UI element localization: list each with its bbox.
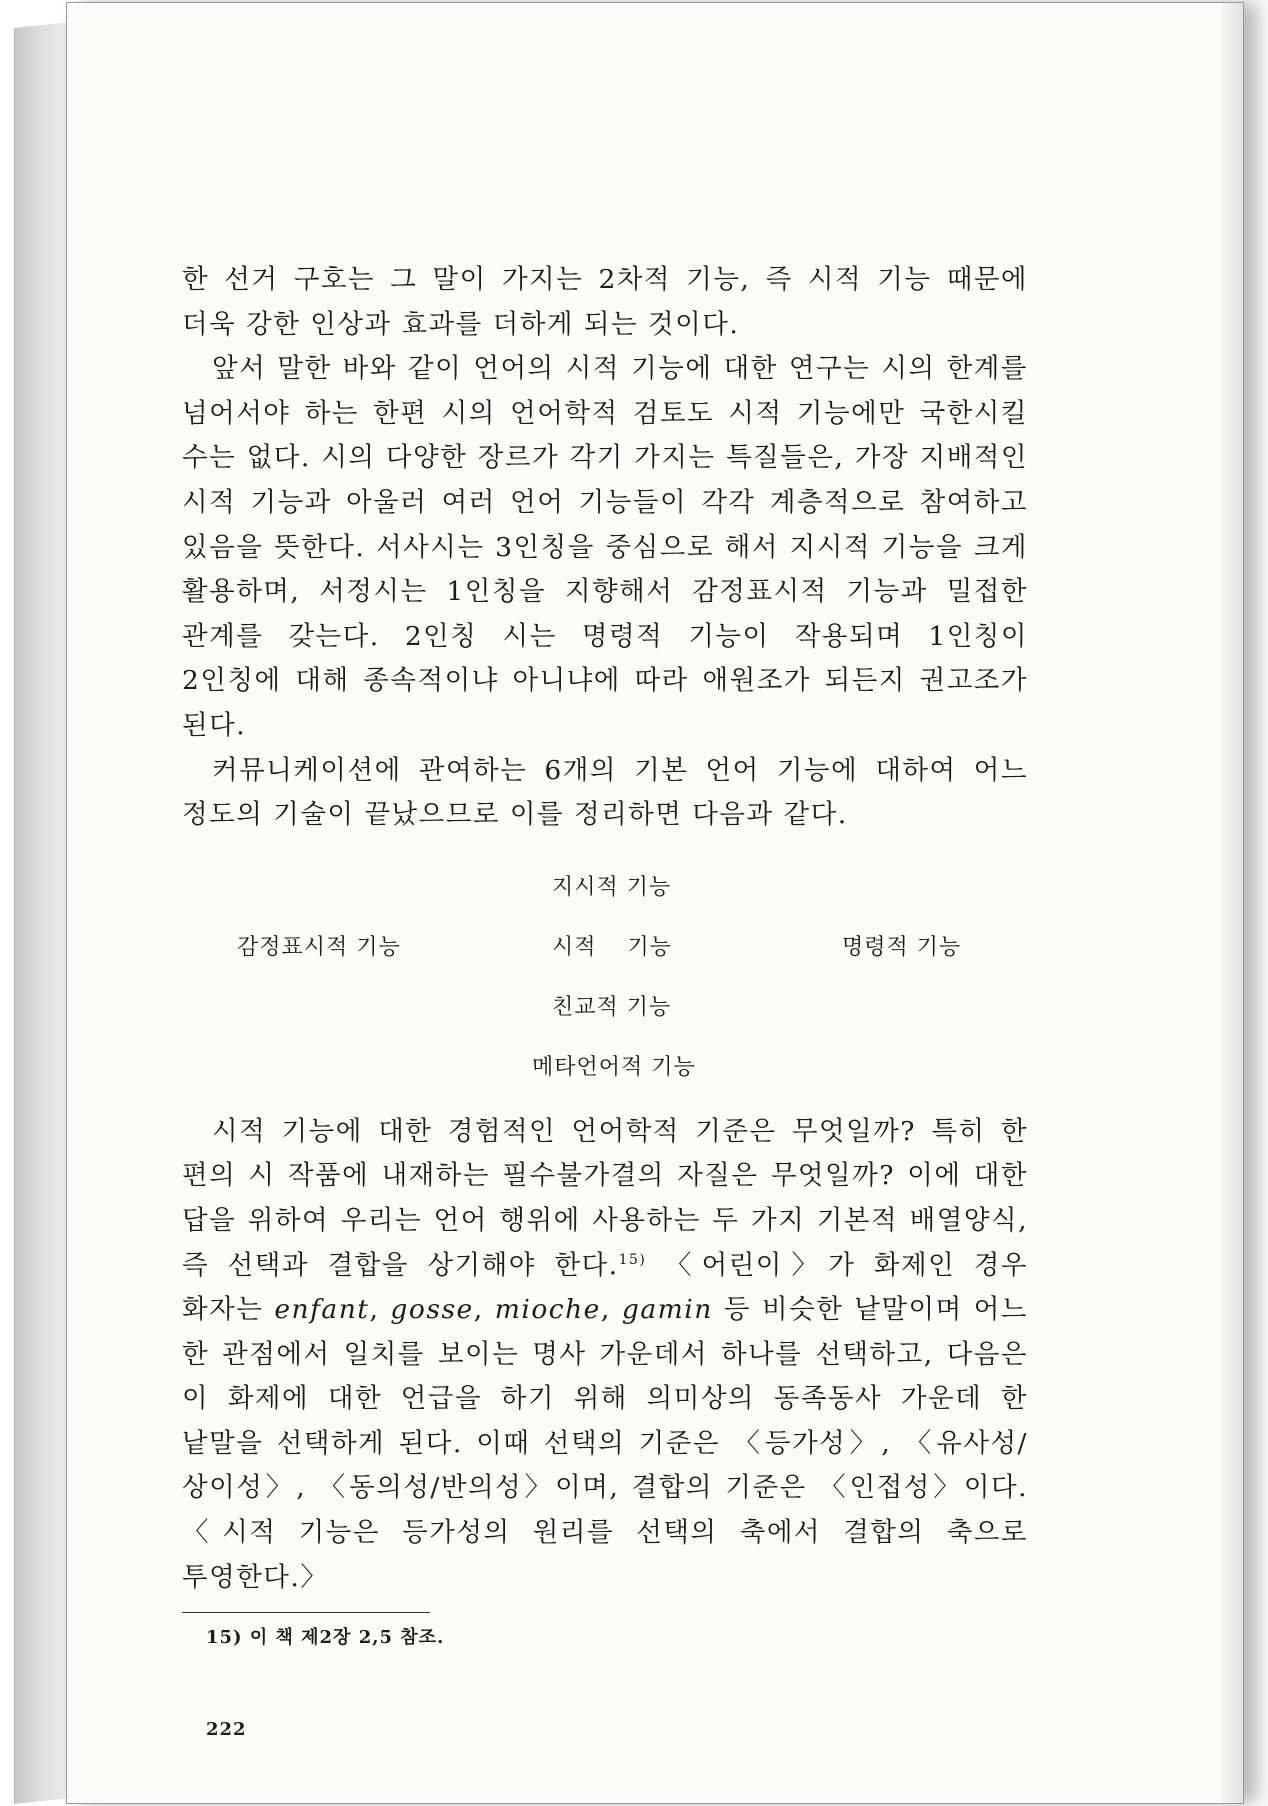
- french-word-mioche: mioche: [494, 1294, 601, 1326]
- referential-function: 지시적 기능: [552, 874, 672, 900]
- french-word-enfant: enfant: [274, 1294, 370, 1326]
- page-content: [182, 258, 1028, 1740]
- phatic-function: 친교적 기능: [552, 994, 672, 1020]
- paragraph-4-part-3: 등 비슷한 낱말이며 어느 한 관점에서 일치를 보이는 명사 가운데서 하나를 선택하고, 다음은 이 화제에 대한 언급을 하기 위해 의미상의 동족동사 가운데 한 낱말을 선택하게 된다. 이때 선택의 기준은 〈등가성〉, 〈유사성/상이성〉, 〈동의성/반의성〉이며, 결합의 기준은 〈인접성〉이다. 〈시적 기능은 등가성의 원리를 선택의 축에서 결합의 축으로 투영한다.〉: [182, 1294, 1028, 1593]
- paragraph-3: 커뮤니케이션에 관여하는 6개의 기본 언어 기능에 대하여 어느 정도의 기술이 끝났으므로 이를 정리하면 다음과 같다.: [182, 754, 1028, 831]
- footnote: 15) 이 책 제2장 2,5 참조.: [206, 1627, 445, 1649]
- french-word-gamin: gamin: [621, 1294, 713, 1326]
- page-number: 222: [206, 1719, 247, 1741]
- poetic-function: 시적 기능: [552, 934, 673, 960]
- paragraph-4: [182, 1110, 1028, 1601]
- book-spine: [14, 22, 73, 1804]
- word-separator: ,: [600, 1294, 622, 1326]
- word-separator: ,: [369, 1294, 391, 1326]
- page-edge: [1221, 3, 1243, 1803]
- paragraph-1: 한 선거 구호는 그 말이 가지는 2차적 기능, 즉 시적 기능 때문에 더욱 강한 인상과 효과를 더하게 되는 것이다.: [182, 264, 1028, 340]
- conative-function: 명령적 기능: [842, 934, 962, 960]
- french-word-gosse: gosse: [390, 1294, 474, 1326]
- emotive-function: 감정표시적 기능: [237, 934, 401, 960]
- footnote-divider: [182, 1612, 430, 1613]
- footnote-reference: 15): [618, 1251, 647, 1268]
- language-functions-diagram: [182, 860, 1028, 1110]
- paragraph-4-part-1: 시적 기능에 대한 경험적인 언어학적 기준은 무엇일까? 특히 한 편의 시 작품에 내재하는 필수불가결의 자질은 무엇일까? 이에 대한 답을 위하여 우리는 언어 행위에 사용하는 두 가지 기본적 배열양식, 즉 선택과 결합을 상기해야 한다.: [182, 1115, 1028, 1281]
- paragraph-2: 앞서 말한 바와 같이 언어의 시적 기능에 대한 연구는 시의 한계를 넘어서야 하는 한편 시의 언어학적 검토도 시적 기능에만 국한시킬 수는 없다. 시의 다양한 장르가 각기 가지는 특질들은, 가장 지배적인 시적 기능과 아울러 여러 언어 기능들이 각각 계층적으로 참여하고 있음을 뜻한다. 서사시는 3인칭을 중심으로 해서 지시적 기능을 크게 활용하며, 서정시는 1인칭을 지향해서 감정표시적 기능과 밀접한 관계를 갖는다. 2인칭 시는 명령적 기능이 작용되며 1인칭이 2인칭에 대해 종속적이냐 아니냐에 따라 애원조가 되든지 권고조가 된다.: [182, 353, 1028, 741]
- word-separator: ,: [473, 1294, 495, 1326]
- paragraph-4-part-2: 〈어린이〉가 화제인 경우 화자는: [182, 1249, 1028, 1326]
- metalingual-function: 메타언어적 기능: [532, 1054, 696, 1080]
